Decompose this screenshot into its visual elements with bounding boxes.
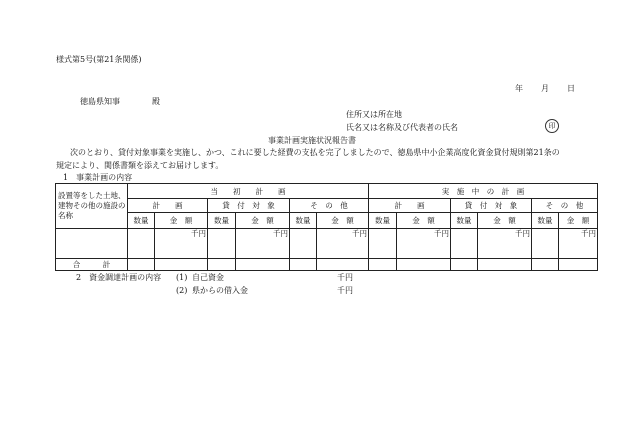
- date-year: 年: [515, 84, 523, 93]
- section-2-heading: 2 資金調達計画の内容: [76, 273, 162, 282]
- total-qty-cell[interactable]: [128, 259, 155, 271]
- initial-plan-subheader: 計 画: [128, 199, 208, 213]
- fund-item-number: (2): [176, 286, 188, 295]
- total-amount-cell[interactable]: [155, 259, 208, 271]
- date-day: 日: [567, 84, 575, 93]
- facility-name-cell[interactable]: [56, 229, 128, 259]
- current-other-subheader: そ の 他: [532, 199, 598, 213]
- qty-header: 数量: [290, 213, 317, 229]
- qty-header: 数量: [451, 213, 478, 229]
- business-plan-table: [55, 183, 598, 271]
- qty-header: 数量: [369, 213, 397, 229]
- initial-other-subheader: そ の 他: [290, 199, 369, 213]
- qty-header: 数量: [532, 213, 559, 229]
- document-title: 事業計画実施状況報告書: [268, 136, 356, 145]
- amount-header: 金 額: [397, 213, 451, 229]
- amount-unit: 千円: [397, 229, 451, 259]
- table-row: [56, 229, 598, 259]
- amount-header: 金 額: [317, 213, 369, 229]
- qty-cell[interactable]: [128, 229, 155, 259]
- qty-cell[interactable]: [208, 229, 236, 259]
- amount-header: 金 額: [478, 213, 532, 229]
- total-qty-cell[interactable]: [290, 259, 317, 271]
- body-line-1: 次のとおり、貸付対象事業を実施し、かつ、これに要した経費の支払を完了しましたので、徳島県中小企業高度化資金貸付規則第21条の: [70, 148, 560, 157]
- facility-name-header: 設置等をした土地、建物その他の施設の名称: [56, 184, 128, 229]
- total-qty-cell[interactable]: [369, 259, 397, 271]
- amount-header: 金 額: [236, 213, 290, 229]
- total-amount-cell[interactable]: [236, 259, 290, 271]
- total-amount-cell[interactable]: [478, 259, 532, 271]
- name-label: 氏名又は名称及び代表者の氏名: [346, 123, 458, 132]
- amount-header: 金 額: [155, 213, 208, 229]
- total-label: 合 計: [56, 259, 128, 271]
- address-label: 住所又は所在地: [346, 110, 402, 119]
- seal-mark: 印: [545, 119, 559, 133]
- date-month: 月: [541, 84, 549, 93]
- qty-header: 数量: [208, 213, 236, 229]
- form-number: 様式第5号(第21条関係): [56, 55, 142, 64]
- current-plan-subheader: 計 画: [369, 199, 451, 213]
- qty-header: 数量: [128, 213, 155, 229]
- qty-cell[interactable]: [369, 229, 397, 259]
- total-row: [56, 259, 598, 271]
- total-qty-cell[interactable]: [208, 259, 236, 271]
- total-amount-cell[interactable]: [317, 259, 369, 271]
- initial-loan-subheader: 貸 付 対 象: [208, 199, 290, 213]
- fund-item-unit: 千円: [337, 286, 353, 295]
- addressee: 徳島県知事 殿: [80, 97, 160, 106]
- amount-unit: 千円: [317, 229, 369, 259]
- total-qty-cell[interactable]: [451, 259, 478, 271]
- current-plan-header: 実 施 中 の 計 画: [369, 184, 598, 199]
- total-amount-cell[interactable]: [559, 259, 598, 271]
- initial-plan-header: 当 初 計 画: [128, 184, 369, 199]
- fund-item-label: 県からの借入金: [192, 286, 248, 295]
- amount-unit: 千円: [478, 229, 532, 259]
- amount-unit: 千円: [155, 229, 208, 259]
- qty-cell[interactable]: [290, 229, 317, 259]
- qty-cell[interactable]: [532, 229, 559, 259]
- fund-item-label: 自己資金: [192, 273, 224, 282]
- total-qty-cell[interactable]: [532, 259, 559, 271]
- body-line-2: 規定により、関係書類を添えてお届けします。: [56, 161, 224, 170]
- amount-unit: 千円: [559, 229, 598, 259]
- date-line: [515, 84, 575, 94]
- total-amount-cell[interactable]: [397, 259, 451, 271]
- fund-item-number: (1): [176, 273, 188, 282]
- qty-cell[interactable]: [451, 229, 478, 259]
- section-1-heading: 1 事業計画の内容: [63, 173, 133, 182]
- current-loan-subheader: 貸 付 対 象: [451, 199, 532, 213]
- amount-header: 金 額: [559, 213, 598, 229]
- fund-item-unit: 千円: [337, 273, 353, 282]
- amount-unit: 千円: [236, 229, 290, 259]
